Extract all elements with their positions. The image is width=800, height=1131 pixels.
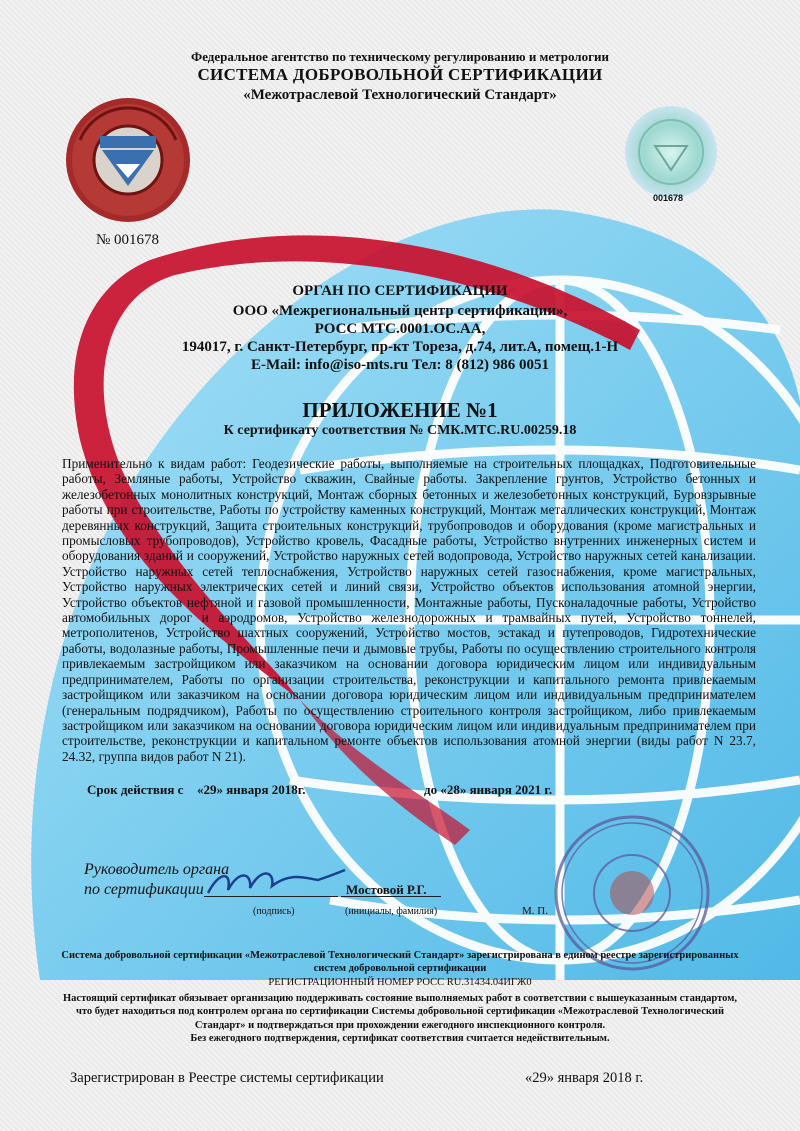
organ-contacts: E-Mail: info@iso-mts.ru Тел: 8 (812) 986 0051 [250, 357, 549, 373]
stamp-place: М. П. [522, 905, 548, 917]
registry-note: Зарегистрирован в Реестре системы сертификации [70, 1070, 384, 1086]
agency-name: Федеральное агентство по техническому регулированию и метрологии [191, 49, 609, 64]
appendix-title: ПРИЛОЖЕНИЕ №1 [302, 398, 498, 422]
footer-line-4: Настоящий сертификат обязывает организацию поддерживать состояние выполняемых работ в соответствии с вышеуказанным стандартом, [63, 993, 737, 1004]
organ-address: 194017, г. Санкт-Петербург, пр-кт Тореза, д.74, лит.А, помещ.1-Н [181, 339, 619, 355]
name-caption: (инициалы, фамилия) [345, 906, 438, 917]
system-title: СИСТЕМА ДОБРОВОЛЬНОЙ СЕРТИФИКАЦИИ [197, 65, 603, 84]
certificate-reference: К сертификату соответствия № СМК.МТС.RU.00259.18 [223, 423, 577, 438]
footer-line-5: что будет находиться под контролем органа по сертификации Системы добровольной сертификации «Межотраслевой Технологический [75, 1006, 725, 1017]
organ-title: ОРГАН ПО СЕРТИФИКАЦИИ [292, 283, 508, 299]
signer-name: Мостовой Р.Г. [346, 882, 427, 897]
standard-name: «Межотраслевой Технологический Стандарт» [243, 87, 557, 103]
head-title-line1: Руководитель органа [84, 861, 230, 878]
signature-caption: (подпись) [253, 906, 295, 917]
footer-line-2: систем добровольной сертификации [313, 963, 487, 974]
organ-name: ООО «Межрегиональный центр сертификации», [232, 303, 568, 319]
hologram-number: 001678 [653, 193, 684, 203]
head-title-line2: по сертификации [84, 881, 204, 898]
footer-line-6: Стандарт» и подтверждаться при прохождении ежегодного инспекционного контроля. [194, 1020, 606, 1031]
name-line [341, 896, 441, 897]
footer-line-7: Без ежегодного подтверждения, сертификат соответствия считается недействительным. [190, 1033, 610, 1044]
form-number: № 001678 [96, 232, 160, 248]
registration-number: РЕГИСТРАЦИОННЫЙ НОМЕР РОСС RU.31434.04ИГЖ0 [268, 977, 532, 988]
registry-date: «29» января 2018 г. [525, 1070, 644, 1086]
scope-of-works: Применительно к видам работ: Геодезические работы, выполняемые на строительных площадках, Подготовительные работы, Земляные работы, Устройство скважин, Свайные работы. Закрепление грунтов, Устройство бетонных и железобетонных монолитных конструкций, Монтаж сборных бетонных и железобетонных конструкций, Буровзрывные работы при строительстве, Работы по устройству каменных конструкций, Монтаж металлических конструкций, Монтаж деревянных конструкций, Защита строительных конструкций, трубопроводов и оборудования (кроме магистральных и промысловых трубопроводов), Устройство кровель, Фасадные работы, Устройство внутренних инженерных систем и оборудования зданий и сооружений, Устройство наружных сетей водопровода, Устройство наружных сетей канализации. Устройство наружных сетей теплоснабжения, Устройство наружных сетей газоснабжения, кроме магистральных, Устройство наружных электрических сетей и линий связи, Устройство объектов использования атомной энергии, Устройство объектов нефтяной и газовой промышленности, Монтажные работы, Пусконаладочные работы, Устройство автомобильных дорог и аэродромов, Устройство железнодорожных и трамвайных путей, Устройство тоннелей, метрополитенов, Устройство шахтных сооружений, Устройство мостов, эстакад и путепроводов, Гидротехнические работы, водолазные работы, Промышленные печи и дымовые трубы, Работы по осуществлению строительного контроля привлекаемым застройщиком или заказчиком на основании договора юридическим лицом или индивидуальным предпринимателем, Работы по организации строительства, реконструкции и капитального ремонта привлекаемым застройщиком или заказчиком на основании договора юридическим лицом или индивидуальным предпринимателем (генеральным подрядчиком), Работы по осуществлению строительного контроля застройщиком, либо привлекаемым застройщиком или заказчиком на основании договора юридическим лицом или индивидуальным предпринимателем при строительстве, реконструкции и капитальном ремонте объектов использования атомной энергии (виды работ N 23.7, 24.32, группа видов работ N 21). [62, 456, 756, 764]
signature-line [204, 896, 338, 897]
organ-code: РОСС МТС.0001.ОС.АА, [314, 321, 486, 337]
validity-label: Срок действия с [87, 782, 184, 797]
validity-from: «29» января 2018г. [197, 782, 306, 797]
validity-to: до «28» января 2021 г. [424, 782, 553, 797]
footer-line-1: Система добровольной сертификации «Межотраслевой Технологический Стандарт» зарегистрирована в едином реестре зарегистрированных [61, 950, 739, 961]
